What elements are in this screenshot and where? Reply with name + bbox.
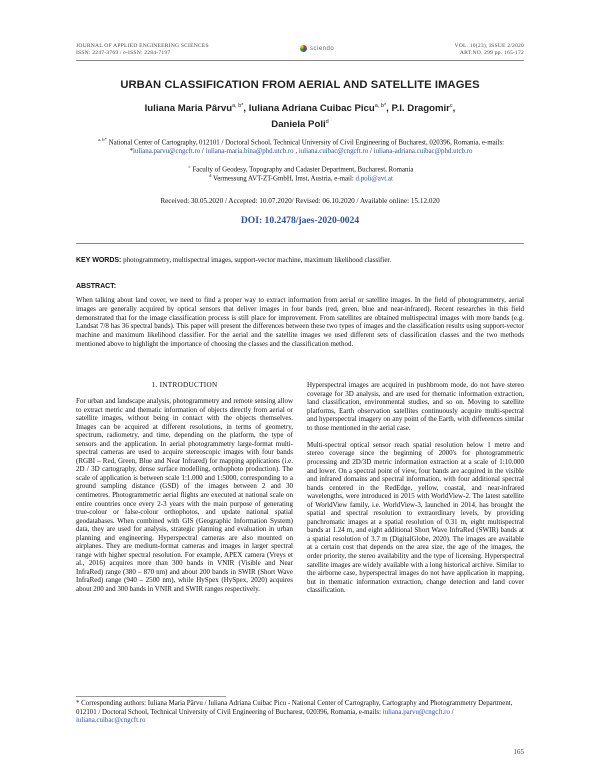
running-header-right — [455, 43, 524, 57]
author-name: Iuliana Maria Pârvu — [144, 103, 233, 115]
affiliation-mark: d — [209, 173, 212, 178]
publisher-logo — [300, 45, 334, 52]
article-dates: Received: 30.05.2020 / Accepted: 10.07.2020/ Revised: 06.10.2020 / Available online: 15.12.020 — [160, 197, 440, 205]
sciendo-logo-icon — [300, 45, 307, 52]
author-affiliation-mark: c — [449, 103, 453, 109]
keywords — [76, 256, 524, 264]
right-column — [307, 381, 524, 603]
email-link[interactable]: iuliana.cuibac@cngcft.ro — [76, 717, 146, 725]
journal-issn: ISSN: 2247-3769 / e-ISSN: 2284-7197 — [76, 50, 171, 56]
email-link[interactable]: iuliana-adriana.cuibac@phd.utcb.ro — [373, 147, 473, 155]
body-paragraph: Multi-spectral optical sensor reach spatial resolution below 1 metre and stereo coverage since the beginning of 2000's for photogrammetric processing and 2D/3D metric information extraction at a scale of 1:10.000 and lower. On a spectral point of view, four bands are acquired in the visible and infrared domains and spectral information, with four additional spectral bands centered in the RedEdge, yellow, coastal, and near-infrared wavelengths, were introduced in 2015 with WorldView-2. The latest satellite of WorldView family, i.e. WorldView-3, launched in 2014, has brought the spatial and spectral resolution to extraordinary levels, by providing panchromatic images at a spatial resolution of 0.31 m, eight multispectral bands at 1.24 m, and eight additional Short Wave InfraRed (SWIR) bands at a spatial resolution of 3.7 m (DigitalGlobe, 2020). The images are available at a certain cost that depends on the area size, the age of the images, the order priority, the stereo availability and the type of licensing. Hyperspectral satellite images are widely available with a long historical archive. Similar to the airborne case, hyperspectral images do not have application in mapping, but in thematic information extraction, change detection and land cover classification. — [307, 440, 524, 595]
email-link[interactable]: iuliana-maria.bina@phd.utcb.ro — [205, 147, 294, 155]
author-affiliation-mark: a, b* — [232, 103, 244, 109]
title-divider — [76, 243, 524, 244]
journal-volume: VOL. 10(23), ISSUE 2/2020 — [454, 43, 524, 49]
corresponding-author-footnote: * Corresponding authors: Iuliana Maria Pârvu / Iuliana Adriana Cuibac Picu - National Center of Cartography, Cartography and Photogrammetry Department, 012101 / Doctoral School, Technical University of Civil Engineering of Bucharest, 020396, Romania, e-mails: iuliana.parvu@cngcft.ro / iuliana.cuibac@cngcft.ro — [76, 700, 513, 725]
section-heading: 1. INTRODUCTION — [151, 381, 218, 389]
doi-link[interactable]: DOI: 10.2478/jaes-2020-0024 — [240, 215, 360, 226]
footnote-text: * Corresponding authors: Iuliana Maria Pârvu / Iuliana Adriana Cuibac Picu - National Center of Cartography, Cartography and Photogrammetry Department, 012101 / Doctoral School, Technical University of Civil Engineering of Bucharest, 020396, Romania, e-mails: — [76, 700, 513, 716]
affiliation-mark: a, b* — [97, 137, 107, 142]
page-number: 165 — [513, 748, 524, 756]
affiliation-text: Vermessung AVT-ZT-GmbH, Imst, Austria, e-mail: — [213, 175, 356, 183]
author-name: Daniela Poli — [271, 118, 326, 130]
abstract-text: When talking about land cover, we need to find a proper way to extract information from aerial or satellite images. In the field of photogrammetry, aerial images are generally acquired by optical sensors that deliver images in four bands (red, green, blue and near-infrared). Recent researches in this field demonstrated that for the image classification process is still place for improvement. From satellites are obtained multispectral images with more bands (e.g. Landsat 7/8 has 36 spectral bands). This paper will present the differences between these two types of images and the classification results using support-vector machine and maximum likelihood classifier. For the aerial and the satellite images we used different sets of classification classes and the two methods mentioned above to highlight the importance of choosing the classes and the classification method. — [76, 296, 524, 348]
affiliation-ab: $^{a, b*}$ National Center of Cartography, 012101 / Doctoral School, Technical University of Civil Engineering of Bucharest, 020396, Romania, e-mails: *iuliana.parvu@cngcft.ro / iuliana-maria.bina@phd.utcb.ro , iuliana.cuibac@cngcft.ro / iuliana-adriana.cuibac@phd.utcb.ro — [97, 137, 505, 155]
author-separator: , — [452, 103, 456, 115]
affiliation-text: Faculty of Geodesy, Topography and Cadaster Department, Bucharest, Romania — [192, 166, 414, 174]
affiliation-mark: c — [188, 164, 191, 169]
author-affiliation-mark: d — [325, 118, 329, 125]
keywords-label: KEY WORDS: — [76, 257, 122, 264]
email-link[interactable]: iuliana.cuibac@cngcft.ro — [298, 147, 369, 155]
author-list — [100, 100, 500, 132]
running-header-left — [76, 43, 209, 57]
paper-title: URBAN CLASSIFICATION FROM AERIAL AND SATELLITE IMAGES — [120, 79, 480, 91]
email-link[interactable]: iuliana.parvu@cngcft.ro — [382, 708, 450, 716]
header-divider — [76, 60, 524, 61]
body-paragraph: For urban and landscape analysis, photogrammetry and remote sensing allow to extract metric and thematic information of objects directly from aerial or satellite images, without being in contact with the objects themselves. Images can be acquired at different resolutions, in terms of geometry, spectrum, radiometry, and time, depending on the platform, the type of sensors and the application. In aerial photogrammetry large-format multi-spectral cameras are used to acquire stereoscopic images with four bands (RGBI – Red, Green, Blue and Near Infrared) for mapping applications (i.e. 2D / 3D cartography, dense surface modelling, orthophoto production). The scale of application is between scale 1:1.000 and 1:5000, corresponding to a ground sampling distance (GSD) of the images between 2 and 30 centimetres. Photogrammetric aerial flights are executed at national scale on entire countries once every 2-3 years with the main purpose of generating true-colour or false-colour orthophotos, and update national spatial geodatabases. When combined with GIS (Geographic Information System) data, they are used for analysis, strategic planning and evaluation in urban planning and engineering. Hyperspectral cameras are also mounted on airplanes. They are medium-format cameras and images in larger spectral range with higher spectral resolution. For example, APEX camera (Vreys et al., 2016) acquires more than 300 bands in VNIR (Visible and Near InfraRed) range (380 – 870 nm) and about 200 bands in SWIR (Short Wave InfraRed) range (940 – 2500 nm), while HySpex (HySpex, 2020) acquires about 200 and 300 bands in VNIR and SWIR ranges respectively. — [76, 397, 293, 594]
author-separator: , — [243, 103, 249, 115]
email-link[interactable]: d.poli@avt.at — [355, 175, 393, 183]
author-name: Iuliana Adriana Cuibac Picu — [248, 103, 375, 115]
author-name: P.I. Dragomir — [391, 103, 450, 115]
affiliation-text: National Center of Cartography, 012101 / Doctoral School, Technical University of Civil Engineering of Bucharest, 020396, Romania, e-mails: * — [108, 139, 505, 155]
footnote-divider — [76, 696, 226, 697]
email-link[interactable]: iuliana.parvu@cngcft.ro — [133, 147, 201, 155]
logo-text: sciendo — [310, 45, 335, 52]
journal-name: JOURNAL OF APPLIED ENGINEERING SCIENCES — [76, 43, 209, 49]
keywords-text: photogrammetry, multispectral images, support-vector machine, maximum likelihood classifier. — [123, 256, 392, 264]
article-number: ART.NO. 299 pp. 165-172 — [459, 50, 524, 56]
author-separator: , — [386, 103, 392, 115]
abstract-heading: ABSTRACT: — [76, 283, 117, 290]
affiliation-d — [78, 172, 524, 184]
body-paragraph: Hyperspectral images are acquired in pushbroom mode, do not have stereo coverage for 3D analysis, and are used for thematic information extraction, land classification, environmental studies, and so on. Moving to satellite platforms, Earth observation satellites continuously acquire multi-spectral and hyperspectral imagery on any point of the Earth, with differences similar to those mentioned in the aerial case. — [307, 381, 524, 432]
left-column — [76, 397, 293, 602]
author-affiliation-mark: a, b* — [374, 103, 387, 109]
